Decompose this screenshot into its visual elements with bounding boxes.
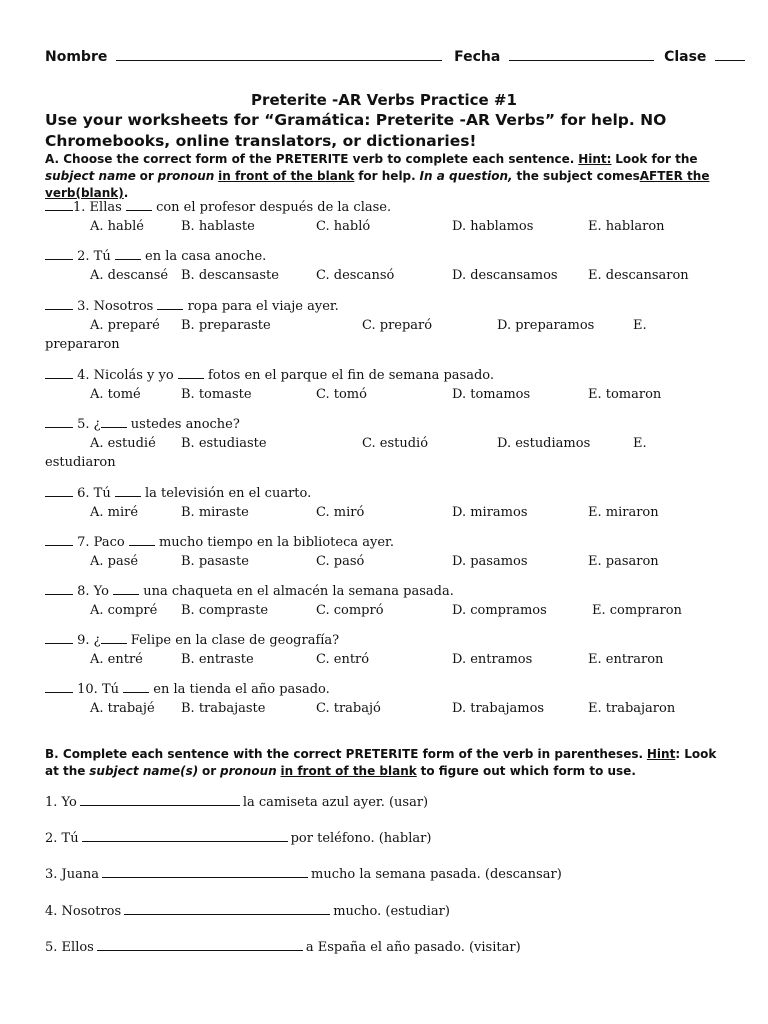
option-c[interactable]: C. habló <box>316 219 371 234</box>
item-subject: Juana <box>61 867 100 882</box>
hint-in-front: in front of the blank <box>218 169 355 183</box>
option-e[interactable]: E. hablaron <box>588 219 665 234</box>
hint-comes: the subject comes <box>516 169 640 183</box>
answer-blank[interactable] <box>45 681 73 693</box>
option-e[interactable]: E. trabajaron <box>588 701 676 716</box>
option-b[interactable]: B. descansaste <box>181 268 279 283</box>
answer-blank[interactable] <box>45 416 73 428</box>
option-b[interactable]: B. trabajaste <box>181 701 266 716</box>
answer-blank[interactable] <box>45 485 73 497</box>
question-text: ropa para el viaje ayer. <box>187 299 339 314</box>
item-subject: Tú <box>61 831 79 846</box>
option-d[interactable]: D. entramos <box>452 652 533 667</box>
option-a[interactable]: A. estudié <box>90 436 156 451</box>
option-a[interactable]: A. hablé <box>90 219 144 234</box>
question-10 <box>45 680 735 718</box>
option-e[interactable]: E. descansaron <box>588 268 689 283</box>
option-a[interactable]: A. entré <box>90 652 143 667</box>
fill-in-item-3 <box>45 865 735 884</box>
name-field[interactable] <box>116 49 442 61</box>
option-a[interactable]: A. compré <box>90 603 158 618</box>
class-label: Clase <box>664 49 707 65</box>
option-a[interactable]: A. tomé <box>90 387 141 402</box>
answer-blank[interactable] <box>45 199 73 211</box>
item-subject: Ellos <box>61 940 94 955</box>
hint-or: or <box>139 169 154 183</box>
question-6 <box>45 484 735 522</box>
option-e[interactable]: E. entraron <box>588 652 664 667</box>
item-number: 3. <box>45 867 58 882</box>
option-c[interactable]: C. compró <box>316 603 384 618</box>
option-e[interactable]: E. tomaron <box>588 387 662 402</box>
option-b[interactable]: B. preparaste <box>181 318 271 333</box>
question-number: 8. Yo <box>77 584 109 599</box>
student-info-header <box>45 49 725 65</box>
option-b[interactable]: B. tomaste <box>181 387 252 402</box>
option-c[interactable]: C. preparó <box>362 318 433 333</box>
question-number: 3. Nosotros <box>77 299 154 314</box>
question-7 <box>45 533 735 571</box>
question-number: 10. Tú <box>77 682 119 697</box>
question-text: en la tienda el año pasado. <box>153 682 330 697</box>
name-label: Nombre <box>45 49 108 65</box>
item-number: 5. <box>45 940 58 955</box>
answer-line[interactable] <box>82 830 288 842</box>
option-c[interactable]: C. tomó <box>316 387 367 402</box>
option-d[interactable]: D. estudiamos <box>497 436 591 451</box>
question-subject: Ellas <box>89 200 122 215</box>
item-subject: Nosotros <box>61 904 122 919</box>
question-text: mucho tiempo en la biblioteca ayer. <box>158 535 394 550</box>
item-text: a España el año pasado. (visitar) <box>305 940 521 955</box>
option-a[interactable]: A. trabajé <box>90 701 155 716</box>
option-d[interactable]: D. pasamos <box>452 554 528 569</box>
hint-for-help: for help. <box>358 169 416 183</box>
part-b-lead: B. Complete each sentence with the correct PRETERITE form of the verb in parentheses. <box>45 747 644 761</box>
option-d[interactable]: D. descansamos <box>452 268 558 283</box>
item-text: mucho. (estudiar) <box>333 904 450 919</box>
question-8 <box>45 582 735 620</box>
verb-blank <box>157 298 183 310</box>
answer-blank[interactable] <box>45 298 73 310</box>
question-text: con el profesor después de la clase. <box>156 200 392 215</box>
verb-blank <box>129 534 155 546</box>
option-d[interactable]: D. trabajamos <box>452 701 545 716</box>
option-d[interactable]: D. miramos <box>452 505 528 520</box>
option-e[interactable]: E. <box>633 436 647 451</box>
hint-text: Look for the <box>615 152 698 166</box>
answer-line[interactable] <box>124 903 330 915</box>
item-text: la camiseta azul ayer. (usar) <box>242 795 429 810</box>
question-2 <box>45 247 735 285</box>
question-number: 2. Tú <box>77 249 111 264</box>
question-5 <box>45 415 735 472</box>
option-b[interactable]: B. pasaste <box>181 554 249 569</box>
question-text: en la casa anoche. <box>145 249 267 264</box>
option-e[interactable]: E. pasaron <box>588 554 659 569</box>
verb-blank <box>101 632 127 644</box>
verb-blank <box>115 248 141 260</box>
question-number: 7. Paco <box>77 535 125 550</box>
fill-in-item-1 <box>45 793 735 812</box>
fill-in-item-2 <box>45 829 735 848</box>
hint-tail: to figure out which form to use. <box>420 764 636 778</box>
general-instructions: Use your worksheets for “Gramática: Preterite -AR Verbs” for help. NO Chromebooks, online translators, or dictionaries! <box>45 111 667 150</box>
option-d[interactable]: D. compramos <box>452 603 547 618</box>
hint-label: Hint: <box>578 152 612 166</box>
option-a[interactable]: A. miré <box>90 505 139 520</box>
hint-period: . <box>123 186 129 200</box>
option-e[interactable]: E. miraron <box>588 505 659 520</box>
item-text: mucho la semana pasada. (descansar) <box>311 867 562 882</box>
option-b[interactable]: B. hablaste <box>181 219 255 234</box>
hint-label: Hint <box>646 747 676 761</box>
answer-blank[interactable] <box>45 367 73 379</box>
hint-or: or <box>202 764 217 778</box>
question-4 <box>45 366 735 404</box>
option-c[interactable]: C. entró <box>316 652 370 667</box>
answer-line[interactable] <box>102 866 308 878</box>
question-text: fotos en el parque el fin de semana pasado. <box>207 368 495 383</box>
item-text: por teléfono. (hablar) <box>290 831 432 846</box>
question-text: una chaqueta en el almacén la semana pasada. <box>143 584 454 599</box>
question-9 <box>45 631 735 669</box>
hint-subject-names: subject name(s) <box>89 764 199 778</box>
fill-in-item-5 <box>45 938 735 957</box>
question-3 <box>45 297 735 354</box>
item-subject: Yo <box>61 795 77 810</box>
hint-after: AFTER the verb(blank) <box>45 169 710 200</box>
answer-line[interactable] <box>97 939 303 951</box>
verb-blank <box>178 367 204 379</box>
hint-pronoun: pronoun <box>220 764 277 778</box>
class-field[interactable] <box>715 49 745 61</box>
option-a[interactable]: A. pasé <box>90 554 139 569</box>
hint-pronoun: pronoun <box>157 169 215 183</box>
question-number: 4. Nicolás y yo <box>77 368 174 383</box>
question-text: la televisión en el cuarto. <box>145 486 312 501</box>
answer-blank[interactable] <box>45 534 73 546</box>
verb-blank <box>115 485 141 497</box>
part-b-directions <box>45 746 725 780</box>
answer-line[interactable] <box>80 794 240 806</box>
question-1 <box>45 198 735 236</box>
option-b[interactable]: B. estudiaste <box>181 436 267 451</box>
part-a-directions <box>45 151 725 202</box>
answer-blank[interactable] <box>45 632 73 644</box>
option-e[interactable]: E. compraron <box>592 603 682 618</box>
option-c[interactable]: C. miró <box>316 505 365 520</box>
hint-text: : Look at the <box>45 747 717 778</box>
verb-blank <box>113 583 139 595</box>
question-number: 6. Tú <box>77 486 111 501</box>
question-text: Felipe en la clase de geografía? <box>130 633 340 648</box>
option-a[interactable]: A. descansé <box>90 268 169 283</box>
option-a[interactable]: A. preparé <box>90 318 160 333</box>
question-text: ustedes anoche? <box>130 417 240 432</box>
hint-in-question: In a question, <box>419 169 513 183</box>
option-c[interactable]: C. pasó <box>316 554 365 569</box>
item-number: 1. <box>45 795 58 810</box>
option-e[interactable]: E. <box>633 318 647 333</box>
option-c[interactable]: C. estudió <box>362 436 429 451</box>
option-d[interactable]: D. hablamos <box>452 219 534 234</box>
hint-subject-name: subject name <box>45 169 136 183</box>
option-b[interactable]: B. miraste <box>181 505 249 520</box>
item-number: 2. <box>45 831 58 846</box>
verb-blank <box>101 416 127 428</box>
option-d[interactable]: D. tomamos <box>452 387 531 402</box>
worksheet-title: Preterite -AR Verbs Practice #1 <box>251 91 517 109</box>
verb-blank <box>126 199 152 211</box>
question-number: 9. ¿ <box>77 633 101 648</box>
option-b[interactable]: B. entraste <box>181 652 254 667</box>
verb-blank <box>123 681 149 693</box>
option-e-wrap[interactable]: prepararon <box>45 337 120 352</box>
option-b[interactable]: B. compraste <box>181 603 269 618</box>
answer-blank[interactable] <box>45 583 73 595</box>
question-number: 1. <box>73 200 86 215</box>
option-c[interactable]: C. trabajó <box>316 701 381 716</box>
date-label: Fecha <box>454 49 501 65</box>
fill-in-item-4 <box>45 902 735 921</box>
hint-in-front: in front of the blank <box>280 764 417 778</box>
option-d[interactable]: D. preparamos <box>497 318 595 333</box>
part-a-lead: A. Choose the correct form of the PRETERITE verb to complete each sentence. <box>45 152 575 166</box>
answer-blank[interactable] <box>45 248 73 260</box>
option-e-wrap[interactable]: estudiaron <box>45 455 116 470</box>
question-number: 5. ¿ <box>77 417 101 432</box>
item-number: 4. <box>45 904 58 919</box>
date-field[interactable] <box>509 49 654 61</box>
option-c[interactable]: C. descansó <box>316 268 395 283</box>
